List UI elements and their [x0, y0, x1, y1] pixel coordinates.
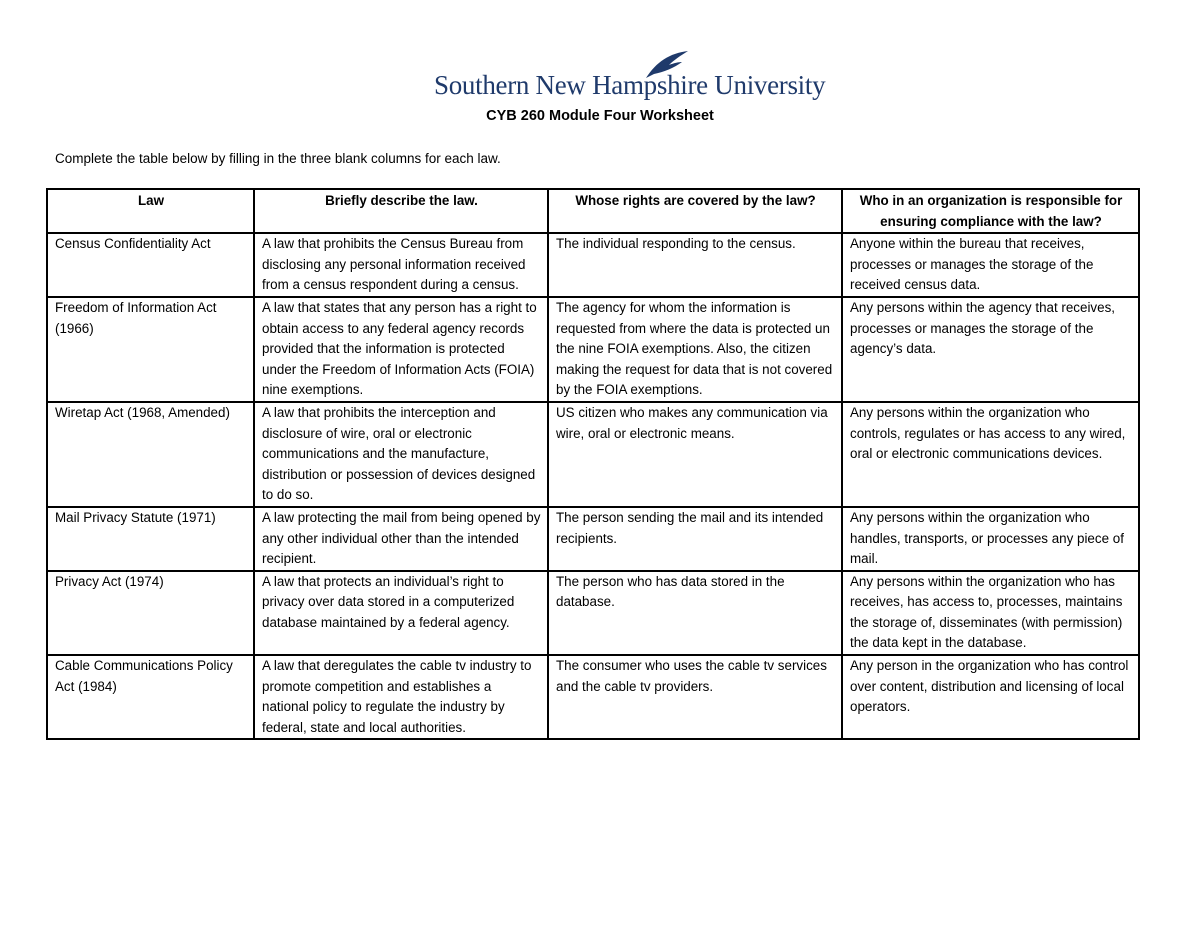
instructions-text: Complete the table below by filling in the three blank columns for each law.	[55, 151, 501, 166]
law-cell: Wiretap Act (1968, Amended)	[47, 402, 254, 507]
description-cell: A law that deregulates the cable tv industry to promote competition and establishes a national policy to regulate the industry by federal, state and local authorities.	[254, 655, 548, 739]
responsible-cell: Any persons within the organization who controls, regulates or has access to any wired, oral or electronic communications devices.	[842, 402, 1139, 507]
description-cell: A law protecting the mail from being opened by any other individual other than the intended recipient.	[254, 507, 548, 571]
table-row	[47, 571, 1139, 655]
law-cell: Census Confidentiality Act	[47, 233, 254, 297]
responsible-cell: Any persons within the organization who handles, transports, or processes any piece of mail.	[842, 507, 1139, 571]
description-cell: A law that states that any person has a right to obtain access to any federal agency records provided that the information is protected under the Freedom of Information Acts (FOIA) nine exemptions.	[254, 297, 548, 402]
law-cell: Privacy Act (1974)	[47, 571, 254, 655]
description-cell: A law that protects an individual’s right to privacy over data stored in a computerized database maintained by a federal agency.	[254, 571, 548, 655]
column-header-law: Law	[47, 189, 254, 233]
column-header-rights: Whose rights are covered by the law?	[548, 189, 842, 233]
rights-cell: The consumer who uses the cable tv services and the cable tv providers.	[548, 655, 842, 739]
rights-cell: The person sending the mail and its intended recipients.	[548, 507, 842, 571]
responsible-cell: Any person in the organization who has control over content, distribution and licensing of local operators.	[842, 655, 1139, 739]
table-row	[47, 233, 1139, 297]
rights-cell: The agency for whom the information is requested from where the data is protected un the nine FOIA exemptions. Also, the citizen making the request for data that is not covered by the FOIA exemptions.	[548, 297, 842, 402]
table-header-row	[47, 189, 1139, 233]
responsible-cell: Anyone within the bureau that receives, processes or manages the storage of the received census data.	[842, 233, 1139, 297]
logo-wordmark: Southern New Hampshire University	[434, 70, 826, 100]
table-row	[47, 655, 1139, 739]
rights-cell: The individual responding to the census.	[548, 233, 842, 297]
responsible-cell: Any persons within the organization who has receives, has access to, processes, maintains the storage of, disseminates (with permission) the data kept in the database.	[842, 571, 1139, 655]
law-cell: Cable Communications Policy Act (1984)	[47, 655, 254, 739]
page-title: CYB 260 Module Four Worksheet	[486, 108, 714, 124]
rights-cell: US citizen who makes any communication via wire, oral or electronic means.	[548, 402, 842, 507]
law-cell: Mail Privacy Statute (1971)	[47, 507, 254, 571]
rights-cell: The person who has data stored in the database.	[548, 571, 842, 655]
column-header-responsible: Who in an organization is responsible for ensuring compliance with the law?	[842, 189, 1139, 233]
responsible-cell: Any persons within the agency that receives, processes or manages the storage of the agency’s data.	[842, 297, 1139, 402]
university-logo	[434, 50, 826, 106]
description-cell: A law that prohibits the interception and disclosure of wire, oral or electronic communications and the manufacture, distribution or possession of devices designed to do so.	[254, 402, 548, 507]
table-row	[47, 402, 1139, 507]
laws-table	[46, 188, 1140, 740]
law-cell: Freedom of Information Act (1966)	[47, 297, 254, 402]
column-header-description: Briefly describe the law.	[254, 189, 548, 233]
table-row	[47, 297, 1139, 402]
description-cell: A law that prohibits the Census Bureau from disclosing any personal information received from a census respondent during a census.	[254, 233, 548, 297]
table-row	[47, 507, 1139, 571]
